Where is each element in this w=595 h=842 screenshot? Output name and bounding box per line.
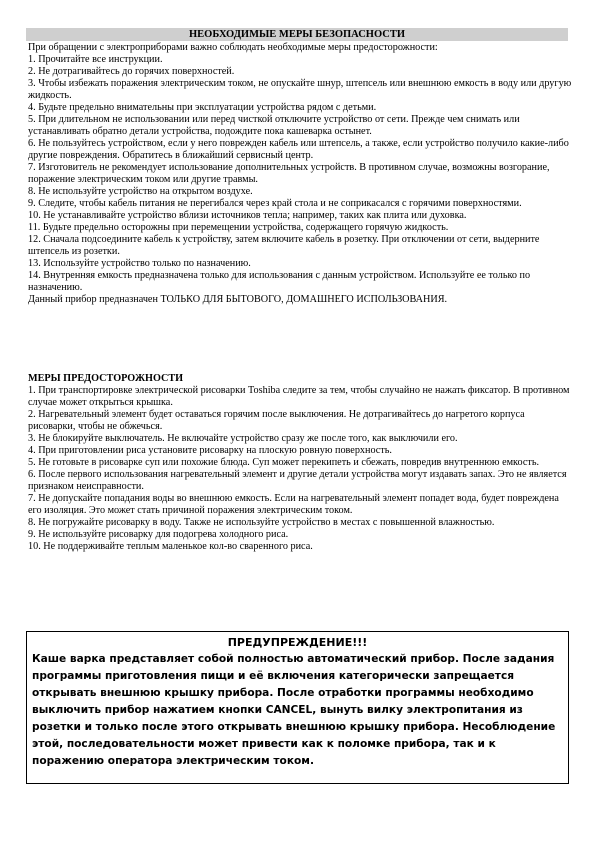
safety-item: 10. Не устанавливайте устройство вблизи источников тепла; например, таких как плита или духовка. (28, 210, 467, 221)
section-heading: МЕРЫ ПРЕДОСТОРОЖНОСТИ (28, 373, 184, 384)
precaution-item: 5. Не готовьте в рисоварке суп или похожие блюда. Суп может перекипеть и сбежать, повредив внутреннюю емкость. (28, 457, 540, 468)
safety-intro: При обращении с электроприборами важно соблюдать необходимые меры предосторожности: (28, 42, 438, 53)
safety-item: 7. Изготовитель не рекомендует использование дополнительных устройств. В противном случае, возможны возгорание, поражение электрическим током или другие травмы. (28, 162, 550, 185)
safety-item: 8. Не используйте устройство на открытом воздухе. (28, 186, 253, 197)
precaution-item: 8. Не погружайте рисоварку в воду. Также не используйте устройство в местах с повышенной влажностью. (28, 517, 495, 528)
precaution-item: 10. Не поддерживайте теплым маленькое кол-во сваренного риса. (28, 541, 313, 552)
page-title: НЕОБХОДИМЫЕ МЕРЫ БЕЗОПАСНОСТИ (26, 28, 568, 41)
warning-text: Каше варка представляет собой полностью автоматический прибор. После задания программы приготовления пищи и её включения категорически запрещается открывать внешнюю крышку прибора. После отработки программы необходимо выключить прибор нажатием кнопки CANCEL, вынуть вилку электропитания из розетки и только после этого открывать внешнюю крышку прибора. Несоблюдение этой, последовательности может привести как к поломке прибора, так и к поражению оператора электрическим током. (32, 653, 556, 767)
safety-item: 9. Следите, чтобы кабель питания не перегибался через край стола и не соприкасался с горячими поверхностями. (28, 198, 522, 209)
safety-item: 5. При длительном не использовании или перед чисткой отключите устройство от сети. Прежде чем снимать или устанавливать обратно детали устройства, подождите пока кашеварка остынет. (28, 114, 520, 137)
precaution-item: 4. При приготовлении риса установите рисоварку на плоскую ровную поверхность. (28, 445, 392, 456)
precaution-item: 3. Не блокируйте выключатель. Не включайте устройство сразу же после того, как выключили его. (28, 433, 458, 444)
safety-item: 11. Будьте предельно осторожны при перемещении устройства, содержащего горячую жидкость. (28, 222, 449, 233)
safety-section (28, 42, 573, 306)
safety-item: 6. Не пользуйтесь устройством, если у него поврежден кабель или штепсель, а также, если устройство получило какие-либо другие повреждения. Обратитесь в ближайший сервисный центр. (28, 138, 569, 161)
safety-item: 3. Чтобы избежать поражения электрическим током, не опускайте шнур, штепсель или внешнюю емкость в воду или другую жидкость. (28, 78, 572, 101)
precaution-item: 6. После первого использования нагревательный элемент и другие детали устройства могут издавать запах. Это не является признаком неисправности. (28, 469, 567, 492)
precaution-item: 9. Не используйте рисоварку для подогрева холодного риса. (28, 529, 289, 540)
precautions-section (28, 373, 573, 553)
precaution-item: 1. При транспортировке электрической рисоварки Toshiba следите за тем, чтобы случайно не нажать фиксатор. В противном случае может открыться крышка. (28, 385, 570, 408)
warning-box (26, 631, 569, 784)
safety-item: 2. Не дотрагивайтесь до горячих поверхностей. (28, 66, 235, 77)
safety-closing: Данный прибор предназначен ТОЛЬКО ДЛЯ БЫТОВОГО, ДОМАШНЕГО ИСПОЛЬЗОВАНИЯ. (28, 294, 448, 305)
precaution-item: 2. Нагревательный элемент будет оставаться горячим после выключения. Не дотрагивайтесь до нагретого корпуса рисоварки, чтобы не обжечься. (28, 409, 525, 432)
warning-title: ПРЕДУПРЕЖДЕНИЕ!!! (227, 636, 368, 649)
safety-item: 12. Сначала подсоедините кабель к устройству, затем включите кабель в розетку. При отключении от сети, выдерните штепсель из розетки. (28, 234, 540, 257)
safety-item: 14. Внутренняя емкость предназначена только для использования с данным устройством. Используйте ее только по назначению. (28, 270, 531, 293)
precaution-item: 7. Не допускайте попадания воды во внешнюю емкость. Если на нагревательный элемент попадет вода, будет повреждена его изоляция. Это может стать причиной поражения электрическим током. (28, 493, 559, 516)
safety-item: 4. Будьте предельно внимательны при эксплуатации устройства рядом с детьми. (28, 102, 377, 113)
safety-item: 13. Используйте устройство только по назначению. (28, 258, 251, 269)
safety-item: 1. Прочитайте все инструкции. (28, 54, 163, 65)
